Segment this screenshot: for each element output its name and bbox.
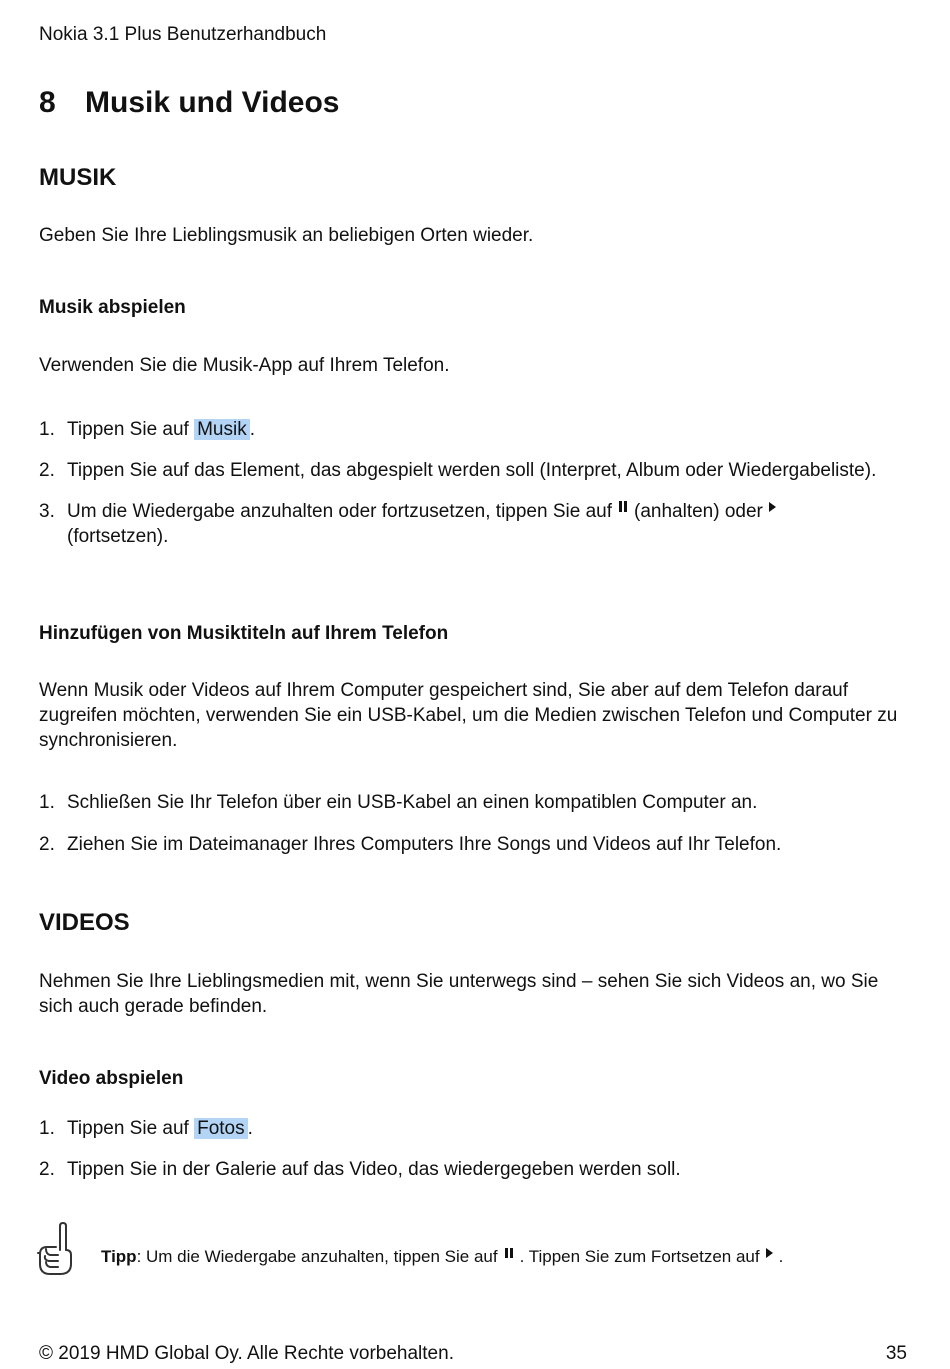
tip-note bbox=[101, 1247, 783, 1267]
videos-intro: Nehmen Sie Ihre Lieblingsmedien mit, wenn Sie unterwegs sind – sehen Sie sich Videos an, wo Sie sich auch gerade befinden. bbox=[39, 971, 879, 1017]
step-text: Tippen Sie auf das Element, das abgespielt werden soll (Interpret, Album oder Wiedergabeliste). bbox=[67, 460, 877, 481]
step-number: 1. bbox=[39, 1118, 55, 1139]
subheading-hinzufuegen: Hinzufügen von Musiktiteln auf Ihrem Telefon bbox=[39, 623, 449, 644]
list-item bbox=[39, 1116, 909, 1141]
step-text: Schließen Sie Ihr Telefon über ein USB-Kabel an einen kompatiblen Computer an. bbox=[67, 792, 758, 813]
section-heading-videos: VIDEOS bbox=[39, 909, 130, 936]
chapter-number: 8 bbox=[39, 86, 56, 119]
list-item bbox=[39, 458, 909, 483]
step-number: 1. bbox=[39, 419, 55, 440]
hinzufuegen-intro: Wenn Musik oder Videos auf Ihrem Computer gespeichert sind, Sie aber auf dem Telefon darauf zugreifen möchten, verwenden Sie ein USB-Kabel, um die Medien zwischen Telefon und Computer zu synchronisieren. bbox=[39, 680, 898, 751]
step-text-end: . bbox=[247, 1118, 253, 1139]
pause-icon bbox=[504, 1248, 514, 1258]
list-item bbox=[39, 417, 909, 442]
tip-label: Tipp bbox=[101, 1247, 137, 1266]
video-abspielen-steps bbox=[39, 1116, 909, 1182]
step-number: 2. bbox=[39, 1159, 55, 1180]
pause-icon bbox=[618, 501, 628, 512]
step-number: 3. bbox=[39, 501, 55, 522]
musik-abspielen-intro: Verwenden Sie die Musik-App auf Ihrem Telefon. bbox=[39, 355, 450, 376]
footer-copyright: © 2019 HMD Global Oy. Alle Rechte vorbehalten. bbox=[39, 1343, 454, 1364]
tip-text-middle: . Tippen Sie zum Fortsetzen auf bbox=[519, 1247, 760, 1266]
chapter-title-text: Musik und Videos bbox=[85, 86, 340, 119]
step-text-middle: (anhalten) oder bbox=[634, 501, 763, 522]
musik-intro: Geben Sie Ihre Lieblingsmusik an beliebigen Orten wieder. bbox=[39, 225, 534, 246]
step-text-end: (fortsetzen). bbox=[67, 526, 169, 547]
subheading-musik-abspielen: Musik abspielen bbox=[39, 297, 186, 318]
running-header: Nokia 3.1 Plus Benutzerhandbuch bbox=[39, 24, 327, 45]
section-heading-musik: MUSIK bbox=[39, 164, 117, 191]
step-text: Ziehen Sie im Dateimanager Ihres Computers Ihre Songs und Videos auf Ihr Telefon. bbox=[67, 834, 782, 855]
hinzufuegen-steps bbox=[39, 790, 909, 857]
step-number: 1. bbox=[39, 792, 55, 813]
play-icon bbox=[769, 502, 776, 512]
page-number: 35 bbox=[885, 1343, 907, 1364]
step-text-end: . bbox=[249, 419, 256, 440]
step-number: 2. bbox=[39, 834, 55, 855]
list-item bbox=[39, 832, 909, 857]
step-text: Tippen Sie auf bbox=[67, 419, 195, 440]
musik-abspielen-steps bbox=[39, 417, 909, 549]
step-text: Tippen Sie auf bbox=[67, 1118, 195, 1139]
chapter-title bbox=[39, 86, 340, 120]
tip-text-end: . bbox=[778, 1247, 784, 1266]
tip-text: : Um die Wiedergabe anzuhalten, tippen Sie auf bbox=[136, 1247, 498, 1266]
list-item bbox=[39, 499, 909, 549]
list-item bbox=[39, 1157, 909, 1182]
list-item bbox=[39, 790, 909, 815]
musik-app-term: Musik bbox=[194, 419, 250, 440]
fotos-app-term: Fotos bbox=[194, 1118, 248, 1139]
subheading-video-abspielen: Video abspielen bbox=[39, 1068, 184, 1089]
pointing-hand-icon bbox=[36, 1220, 76, 1276]
step-number: 2. bbox=[39, 460, 55, 481]
step-text: Tippen Sie in der Galerie auf das Video, das wiedergegeben werden soll. bbox=[67, 1159, 681, 1180]
play-icon bbox=[766, 1248, 773, 1258]
step-text: Um die Wiedergabe anzuhalten oder fortzusetzen, tippen Sie auf bbox=[67, 501, 612, 522]
